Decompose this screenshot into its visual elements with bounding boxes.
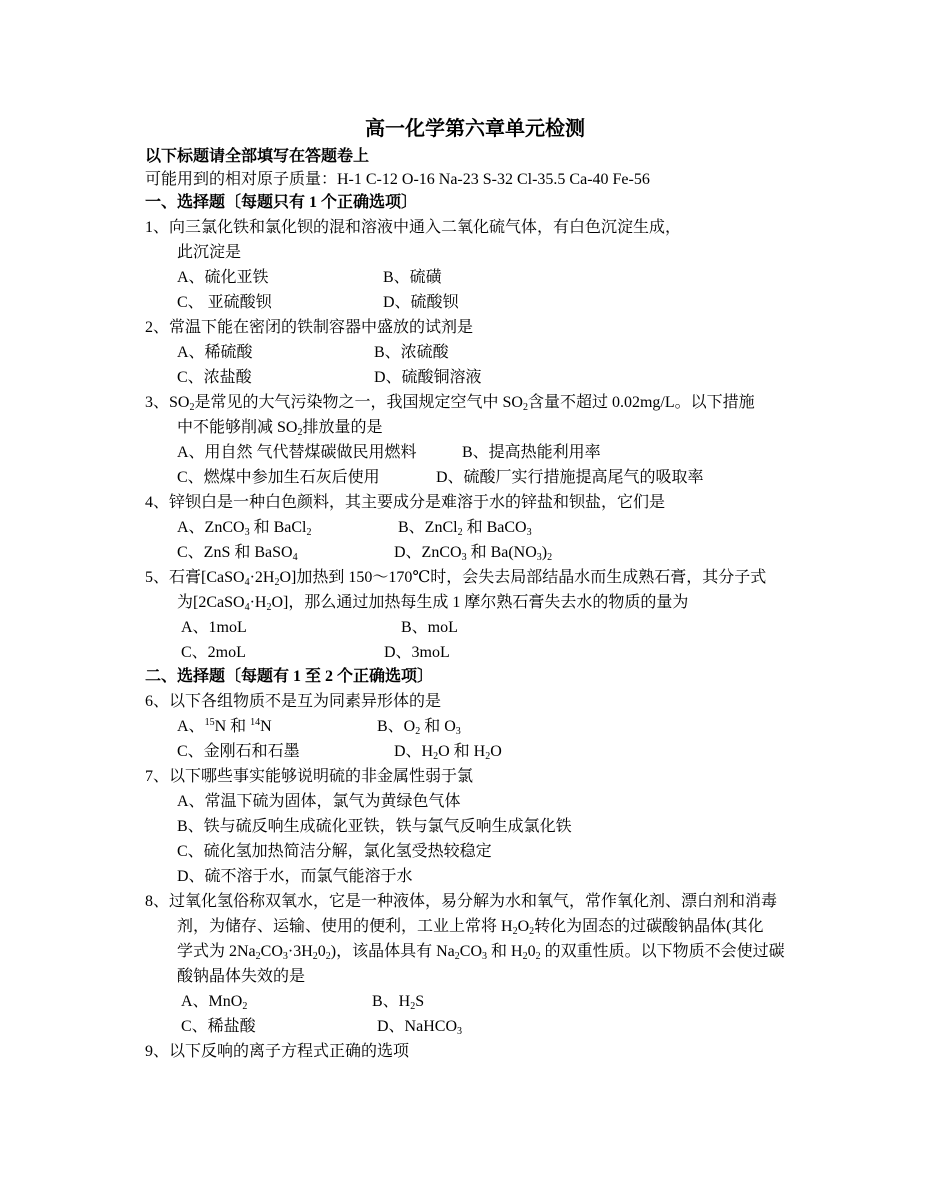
question-8-option-a: A、MnO$_2$: [181, 993, 248, 1012]
atomic-mass-text: 可能用到的相对原子质量：H-1 C-12 O-16 Na-23 S-32 Cl-35.5 Ca-40 Fe-56: [145, 171, 650, 188]
question-2-option-c: C、浓盐酸: [177, 369, 252, 386]
question-1-option-b: B、硫磺: [383, 269, 442, 286]
question-9-stem: 9、以下反响的离子方程式正确的选项: [145, 1043, 410, 1060]
question-1-option-c: C、 亚硫酸钡: [177, 294, 272, 311]
question-7-option-d: D、硫不溶于水，而氯气能溶于水: [177, 868, 413, 885]
question-8-option-b: B、$H_2S$: [372, 993, 425, 1012]
question-5-stem-cont: 为$[2CaSO_4\cdot H_2O]$，那么通过加热每生成 1 摩尔熟石膏失去水的物质的量为: [177, 594, 689, 613]
question-6-stem: 6、以下各组物质不是互为同素异形体的是: [145, 693, 442, 710]
question-8-stem: 8、过氧化氢俗称双氧水，它是一种液体，易分解为水和氧气，常作氧化剂、漂白剂和消毒: [145, 893, 778, 910]
question-4-option-c: C、ZnS 和 BaSO$_4$: [177, 544, 298, 563]
question-6-option-b: B、$O_2$ 和 $O_3$: [377, 718, 461, 737]
question-1-option-d: D、硫酸钡: [383, 294, 459, 311]
question-5-stem: 5、石膏$[CaSO_4\cdot 2H_2O]$加热到 150～170℃时，会失去局部结晶水而生成熟石膏，其分子式: [145, 569, 767, 588]
question-8-option-c: C、稀盐酸: [181, 1018, 256, 1035]
question-3-option-a: A、用自然 气代替煤碳做民用燃料: [177, 444, 417, 461]
question-5-option-b: B、moL: [401, 619, 458, 636]
question-4-option-d: D、ZnCO$_3$ 和 $Ba(NO_3)_2$: [394, 544, 553, 563]
section-1-heading: 一、选择题〔每题只有 1 个正确选项〕: [145, 194, 418, 211]
notice-text: 以下标题请全部填写在答题卷上: [145, 148, 370, 165]
question-3-option-d: D、硫酸厂实行措施提高尾气的吸取率: [436, 469, 704, 486]
question-3-option-c: C、燃煤中参加生石灰后使用: [177, 469, 380, 486]
section-2-heading: 二、选择题〔每题有 1 至 2 个正确选项〕: [145, 668, 434, 685]
question-2-option-d: D、硫酸铜溶液: [374, 369, 482, 386]
question-6-option-a: A、$^{15}$N 和 $^{14}$N: [177, 717, 272, 735]
question-1-stem: 1、向三氯化铁和氯化钡的混和溶液中通入二氧化硫气体，有白色沉淀生成，: [145, 219, 682, 236]
question-7-stem: 7、以下哪些事实能够说明硫的非金属性弱于氯: [145, 768, 474, 785]
question-8-option-d: D、NaHCO$_3$: [377, 1018, 462, 1037]
question-8-stem-cont-1: 剂，为储存、运输、使用的便利，工业上常将 $H_2O_2$转化为固态的过碳酸钠晶体(其化: [177, 918, 764, 937]
question-7-option-c: C、硫化氢加热简洁分解，氯化氢受热较稳定: [177, 843, 492, 860]
question-5-option-d: D、3moL: [384, 644, 450, 661]
question-5-option-a: A、1moL: [181, 619, 247, 636]
question-4-stem: 4、锌钡白是一种白色颜料，其主要成分是难溶于水的锌盐和钡盐，它们是: [145, 494, 666, 511]
question-2-option-b: B、浓硫酸: [374, 344, 449, 361]
question-6-option-c: C、金刚石和石墨: [177, 743, 300, 760]
question-7-option-a: A、常温下硫为固体，氯气为黄绿色气体: [177, 793, 461, 810]
question-1-stem-cont: 此沉淀是: [177, 244, 242, 261]
question-2-stem: 2、常温下能在密闭的铁制容器中盛放的试剂是: [145, 319, 474, 336]
question-4-option-a: A、ZnCO$_3$ 和 BaCl$_2$: [177, 519, 312, 538]
question-7-option-b: B、铁与硫反响生成硫化亚铁，铁与氯气反响生成氯化铁: [177, 818, 572, 835]
question-2-option-a: A、稀硫酸: [177, 344, 253, 361]
question-1-option-a: A、硫化亚铁: [177, 269, 269, 286]
page-title: 高一化学第六章单元检测: [365, 118, 585, 140]
question-3-option-b: B、提高热能利用率: [462, 444, 601, 461]
question-5-option-c: C、2moL: [181, 644, 246, 661]
question-8-stem-cont-3: 酸钠晶体失效的是: [177, 968, 306, 985]
question-6-option-d: D、$H_2O$ 和 $H_2O$: [394, 743, 502, 762]
question-8-stem-cont-2: 学式为 $2Na_2CO_3\cdot 3H_20_2$)，该晶体具有 $Na_2CO_3$ 和 $H_20_2$ 的双重性质。以下物质不会使过碳: [177, 943, 785, 962]
question-4-option-b: B、ZnCl$_2$ 和 BaCO$_3$: [398, 519, 532, 538]
question-3-stem: 3、$SO_2$是常见的大气污染物之一，我国规定空气中 $SO_2$含量不超过 0.02mg/L。以下措施: [145, 394, 755, 413]
question-3-stem-cont: 中不能够削减 $SO_2$排放量的是: [177, 419, 383, 438]
